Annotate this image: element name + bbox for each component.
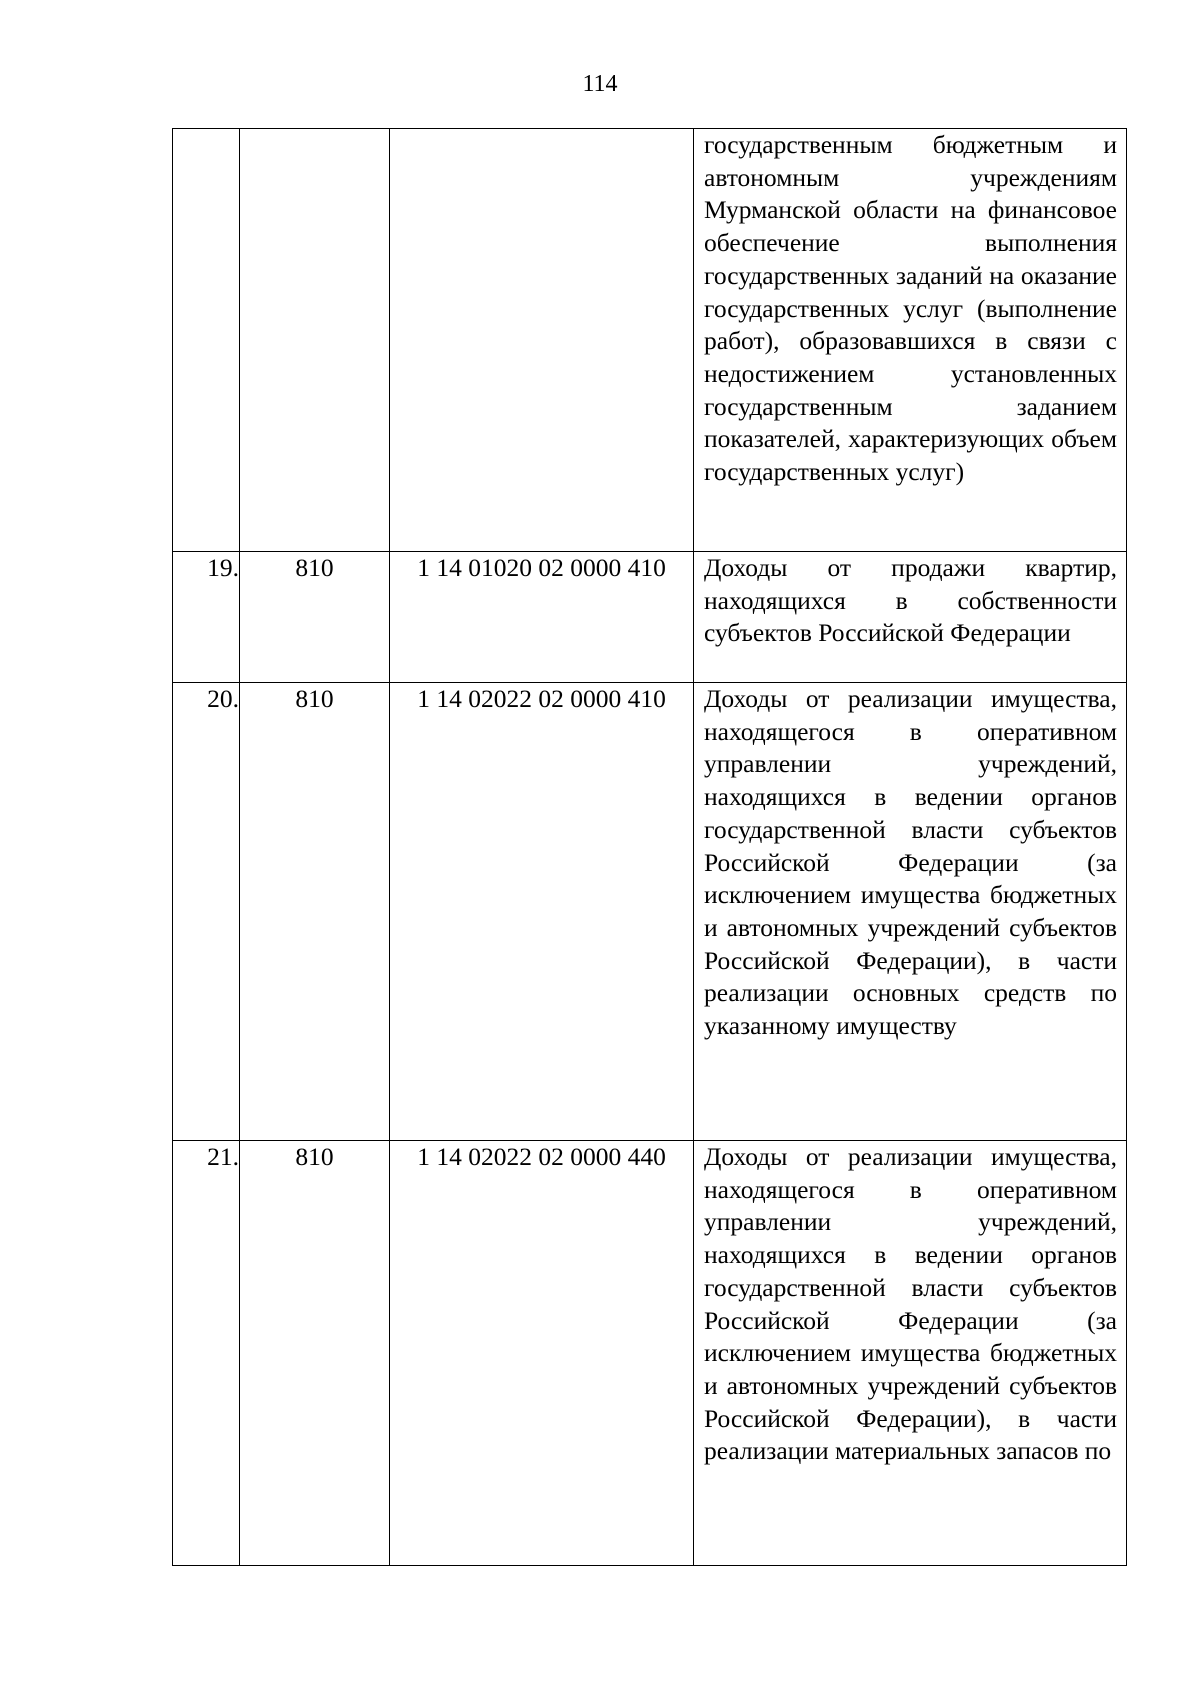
page-number: 114: [582, 71, 618, 97]
admin-code-cell: 810: [240, 683, 390, 1141]
table-row: [173, 129, 1127, 552]
admin-code-cell: [240, 129, 390, 552]
kbk-code-cell: 1 14 02022 02 0000 410: [390, 683, 694, 1141]
income-codes-table: [172, 128, 1127, 1566]
table-row: [173, 683, 1127, 1141]
admin-code-cell: 810: [240, 552, 390, 683]
row-number-cell: 19.: [173, 552, 240, 683]
kbk-code-cell: 1 14 01020 02 0000 410: [390, 552, 694, 683]
row-number-cell: 20.: [173, 683, 240, 1141]
description-text: государственным бюджетным и автономным учреждениям Мурманской области на финансовое обеспечение выполнения государственных заданий на оказание государственных услуг (выполнение работ), образовавшихся в связи с недостижением установленных государственным заданием показателей, характеризующих объем государственных услуг): [704, 130, 1117, 487]
description-text: Доходы от реализации имущества, находящегося в оперативном управлении учреждений, находящихся в ведении органов государственной власти субъектов Российской Федерации (за исключением имущества бюджетных и автономных учреждений субъектов Российской Федерации), в части реализации основных средств по указанному имуществу: [704, 684, 1117, 1041]
table-row: [173, 1141, 1127, 1566]
description-text: Доходы от реализации имущества, находящегося в оперативном управлении учреждений, находящихся в ведении органов государственной власти субъектов Российской Федерации (за исключением имущества бюджетных и автономных учреждений субъектов Российской Федерации), в части реализации материальных запасов по: [704, 1142, 1117, 1466]
description-cell: [694, 1141, 1127, 1566]
table-row: [173, 552, 1127, 683]
description-cell: [694, 683, 1127, 1141]
row-number-cell: [173, 129, 240, 552]
description-text: Доходы от продажи квартир, находящихся в собственности субъектов Российской Федерации: [704, 553, 1117, 648]
description-cell: [694, 552, 1127, 683]
row-number-cell: 21.: [173, 1141, 240, 1566]
description-cell: [694, 129, 1127, 552]
kbk-code-cell: 1 14 02022 02 0000 440: [390, 1141, 694, 1566]
kbk-code-cell: [390, 129, 694, 552]
admin-code-cell: 810: [240, 1141, 390, 1566]
